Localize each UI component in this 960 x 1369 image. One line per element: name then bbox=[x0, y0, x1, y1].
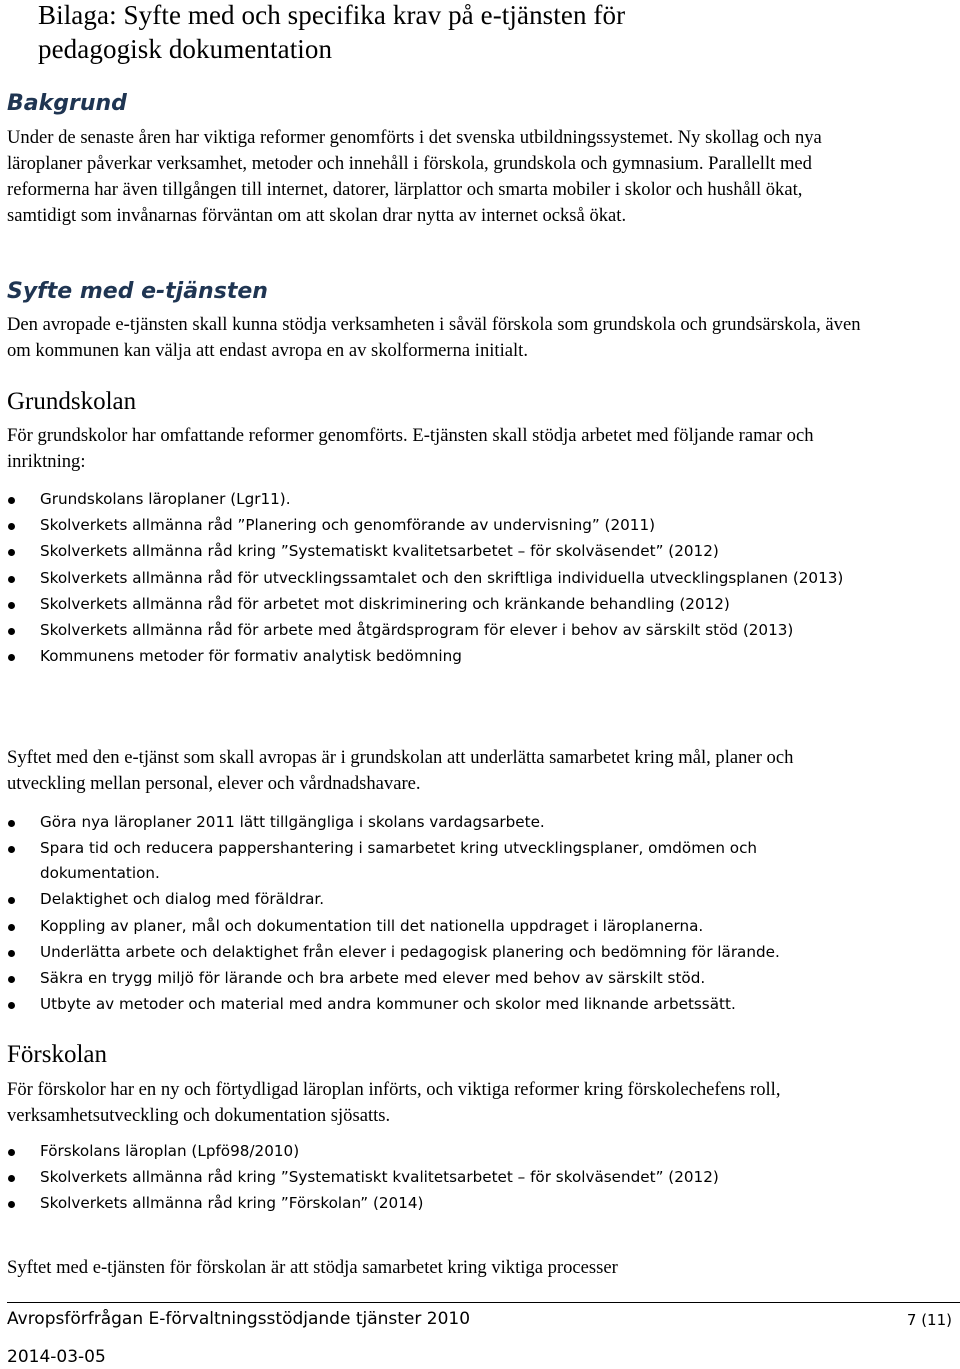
bullet-icon bbox=[8, 1175, 15, 1182]
bullet-icon bbox=[8, 1201, 15, 1208]
bullet-icon bbox=[8, 924, 15, 931]
footer-date: 2014-03-05 bbox=[7, 1347, 106, 1367]
heading-syfte: Syfte med e-tjänsten bbox=[7, 279, 268, 304]
document-title bbox=[38, 0, 938, 66]
bullet-icon bbox=[8, 654, 15, 661]
list-item: Spara tid och reducera pappershantering i samarbetet kring utvecklingsplaner, omdömen och dokumentation. bbox=[0, 836, 880, 886]
bullet-icon bbox=[8, 976, 15, 983]
list-item: Skolverkets allmänna råd för utvecklingssamtalet och den skriftliga individuella utvecklingsplanen (2013) bbox=[0, 566, 880, 591]
bullet-icon bbox=[8, 576, 15, 583]
list-item: Koppling av planer, mål och dokumentation till det nationella uppdraget i läroplanerna. bbox=[0, 914, 880, 939]
list-item: Kommunens metoder för formativ analytisk bedömning bbox=[0, 644, 880, 669]
paragraph-bakgrund: Under de senaste åren har viktiga reformer genomförts i det svenska utbildningssystemet. Ny skollag och nya läroplaner påverkar verksamhet, metoder och innehåll i förskola, grundskola och gymnasium. Parallellt med reformerna har även tillgången till internet, datorer, lärplattor och smarta mobiler i skolor och hushåll ökat, samtidigt som invånarnas förväntan om att skolan drar nytta av internet också ökat. bbox=[7, 127, 822, 226]
bullet-icon bbox=[8, 950, 15, 957]
list-item: Göra nya läroplaner 2011 lätt tillgängliga i skolans vardagsarbete. bbox=[0, 810, 880, 835]
list-item: Säkra en trygg miljö för lärande och bra arbete med elever med behov av särskilt stöd. bbox=[0, 966, 880, 991]
paragraph-grundskolan-purpose: Syftet med den e-tjänst som skall avropas är i grundskolan att underlätta samarbetet kring mål, planer och utveckling mellan personal, elever och vårdnadshavare. bbox=[7, 747, 794, 794]
bullet-icon bbox=[8, 1002, 15, 1009]
list-item: Underlätta arbete och delaktighet från elever i pedagogisk planering och bedömning för lärande. bbox=[0, 940, 880, 965]
title-line-1: Bilaga: Syfte med och specifika krav på e-tjänsten för bbox=[38, 0, 626, 30]
heading-bakgrund: Bakgrund bbox=[7, 91, 127, 116]
footer-document-name: Avropsförfrågan E-förvaltningsstödjande tjänster 2010 bbox=[7, 1309, 471, 1329]
paragraph-forskolan-purpose: Syftet med e-tjänsten för förskolan är att stödja samarbetet kring viktiga processer bbox=[7, 1257, 618, 1278]
list-item: Delaktighet och dialog med föräldrar. bbox=[0, 887, 880, 912]
title-line-2: pedagogisk dokumentation bbox=[38, 34, 333, 64]
heading-grundskolan: Grundskolan bbox=[7, 388, 137, 415]
footer-divider bbox=[7, 1302, 960, 1303]
list-item: Skolverkets allmänna råd kring ”Systematiskt kvalitetsarbetet – för skolväsendet” (2012) bbox=[0, 1165, 880, 1190]
bullet-icon bbox=[8, 628, 15, 635]
list-item: Utbyte av metoder och material med andra kommuner och skolor med liknande arbetssätt. bbox=[0, 992, 880, 1017]
list-item: Förskolans läroplan (Lpfö98/2010) bbox=[0, 1139, 880, 1164]
list-item: Skolverkets allmänna råd kring ”Systematiskt kvalitetsarbetet – för skolväsendet” (2012) bbox=[0, 539, 880, 564]
list-item: Skolverkets allmänna råd ”Planering och genomförande av undervisning” (2011) bbox=[0, 513, 880, 538]
paragraph-forskolan-intro: För förskolor har en ny och förtydligad läroplan införts, och viktiga reformer kring förskolechefens roll, verksamhetsutveckling och dokumentation sjösatts. bbox=[7, 1079, 781, 1126]
list-item: Skolverkets allmänna råd för arbetet mot diskriminering och kränkande behandling (2012) bbox=[0, 592, 880, 617]
list-item: Skolverkets allmänna råd kring ”Förskolan” (2014) bbox=[0, 1191, 880, 1216]
bullet-icon bbox=[8, 497, 15, 504]
list-item: Skolverkets allmänna råd för arbete med åtgärdsprogram för elever i behov av särskilt stöd (2013) bbox=[0, 618, 880, 643]
list-grundskolan-goals bbox=[0, 810, 880, 1018]
bullet-icon bbox=[8, 897, 15, 904]
bullet-icon bbox=[8, 549, 15, 556]
footer-page-number: 7 (11) bbox=[906, 1311, 952, 1329]
heading-forskolan: Förskolan bbox=[7, 1041, 107, 1068]
bullet-icon bbox=[8, 846, 15, 853]
list-forskolan-frameworks bbox=[0, 1139, 880, 1218]
bullet-icon bbox=[8, 523, 15, 530]
list-item: Grundskolans läroplaner (Lgr11). bbox=[0, 487, 880, 512]
list-grundskolan-frameworks bbox=[0, 487, 880, 670]
paragraph-grundskolan-intro: För grundskolor har omfattande reformer genomförts. E-tjänsten skall stödja arbetet med följande ramar och inriktning: bbox=[7, 425, 814, 472]
bullet-icon bbox=[8, 602, 15, 609]
bullet-icon bbox=[8, 820, 15, 827]
paragraph-syfte: Den avropade e-tjänsten skall kunna stödja verksamheten i såväl förskola som grundskola och grundsärskola, även om kommunen kan välja att endast avropa en av skolformerna initialt. bbox=[7, 314, 861, 361]
bullet-icon bbox=[8, 1149, 15, 1156]
